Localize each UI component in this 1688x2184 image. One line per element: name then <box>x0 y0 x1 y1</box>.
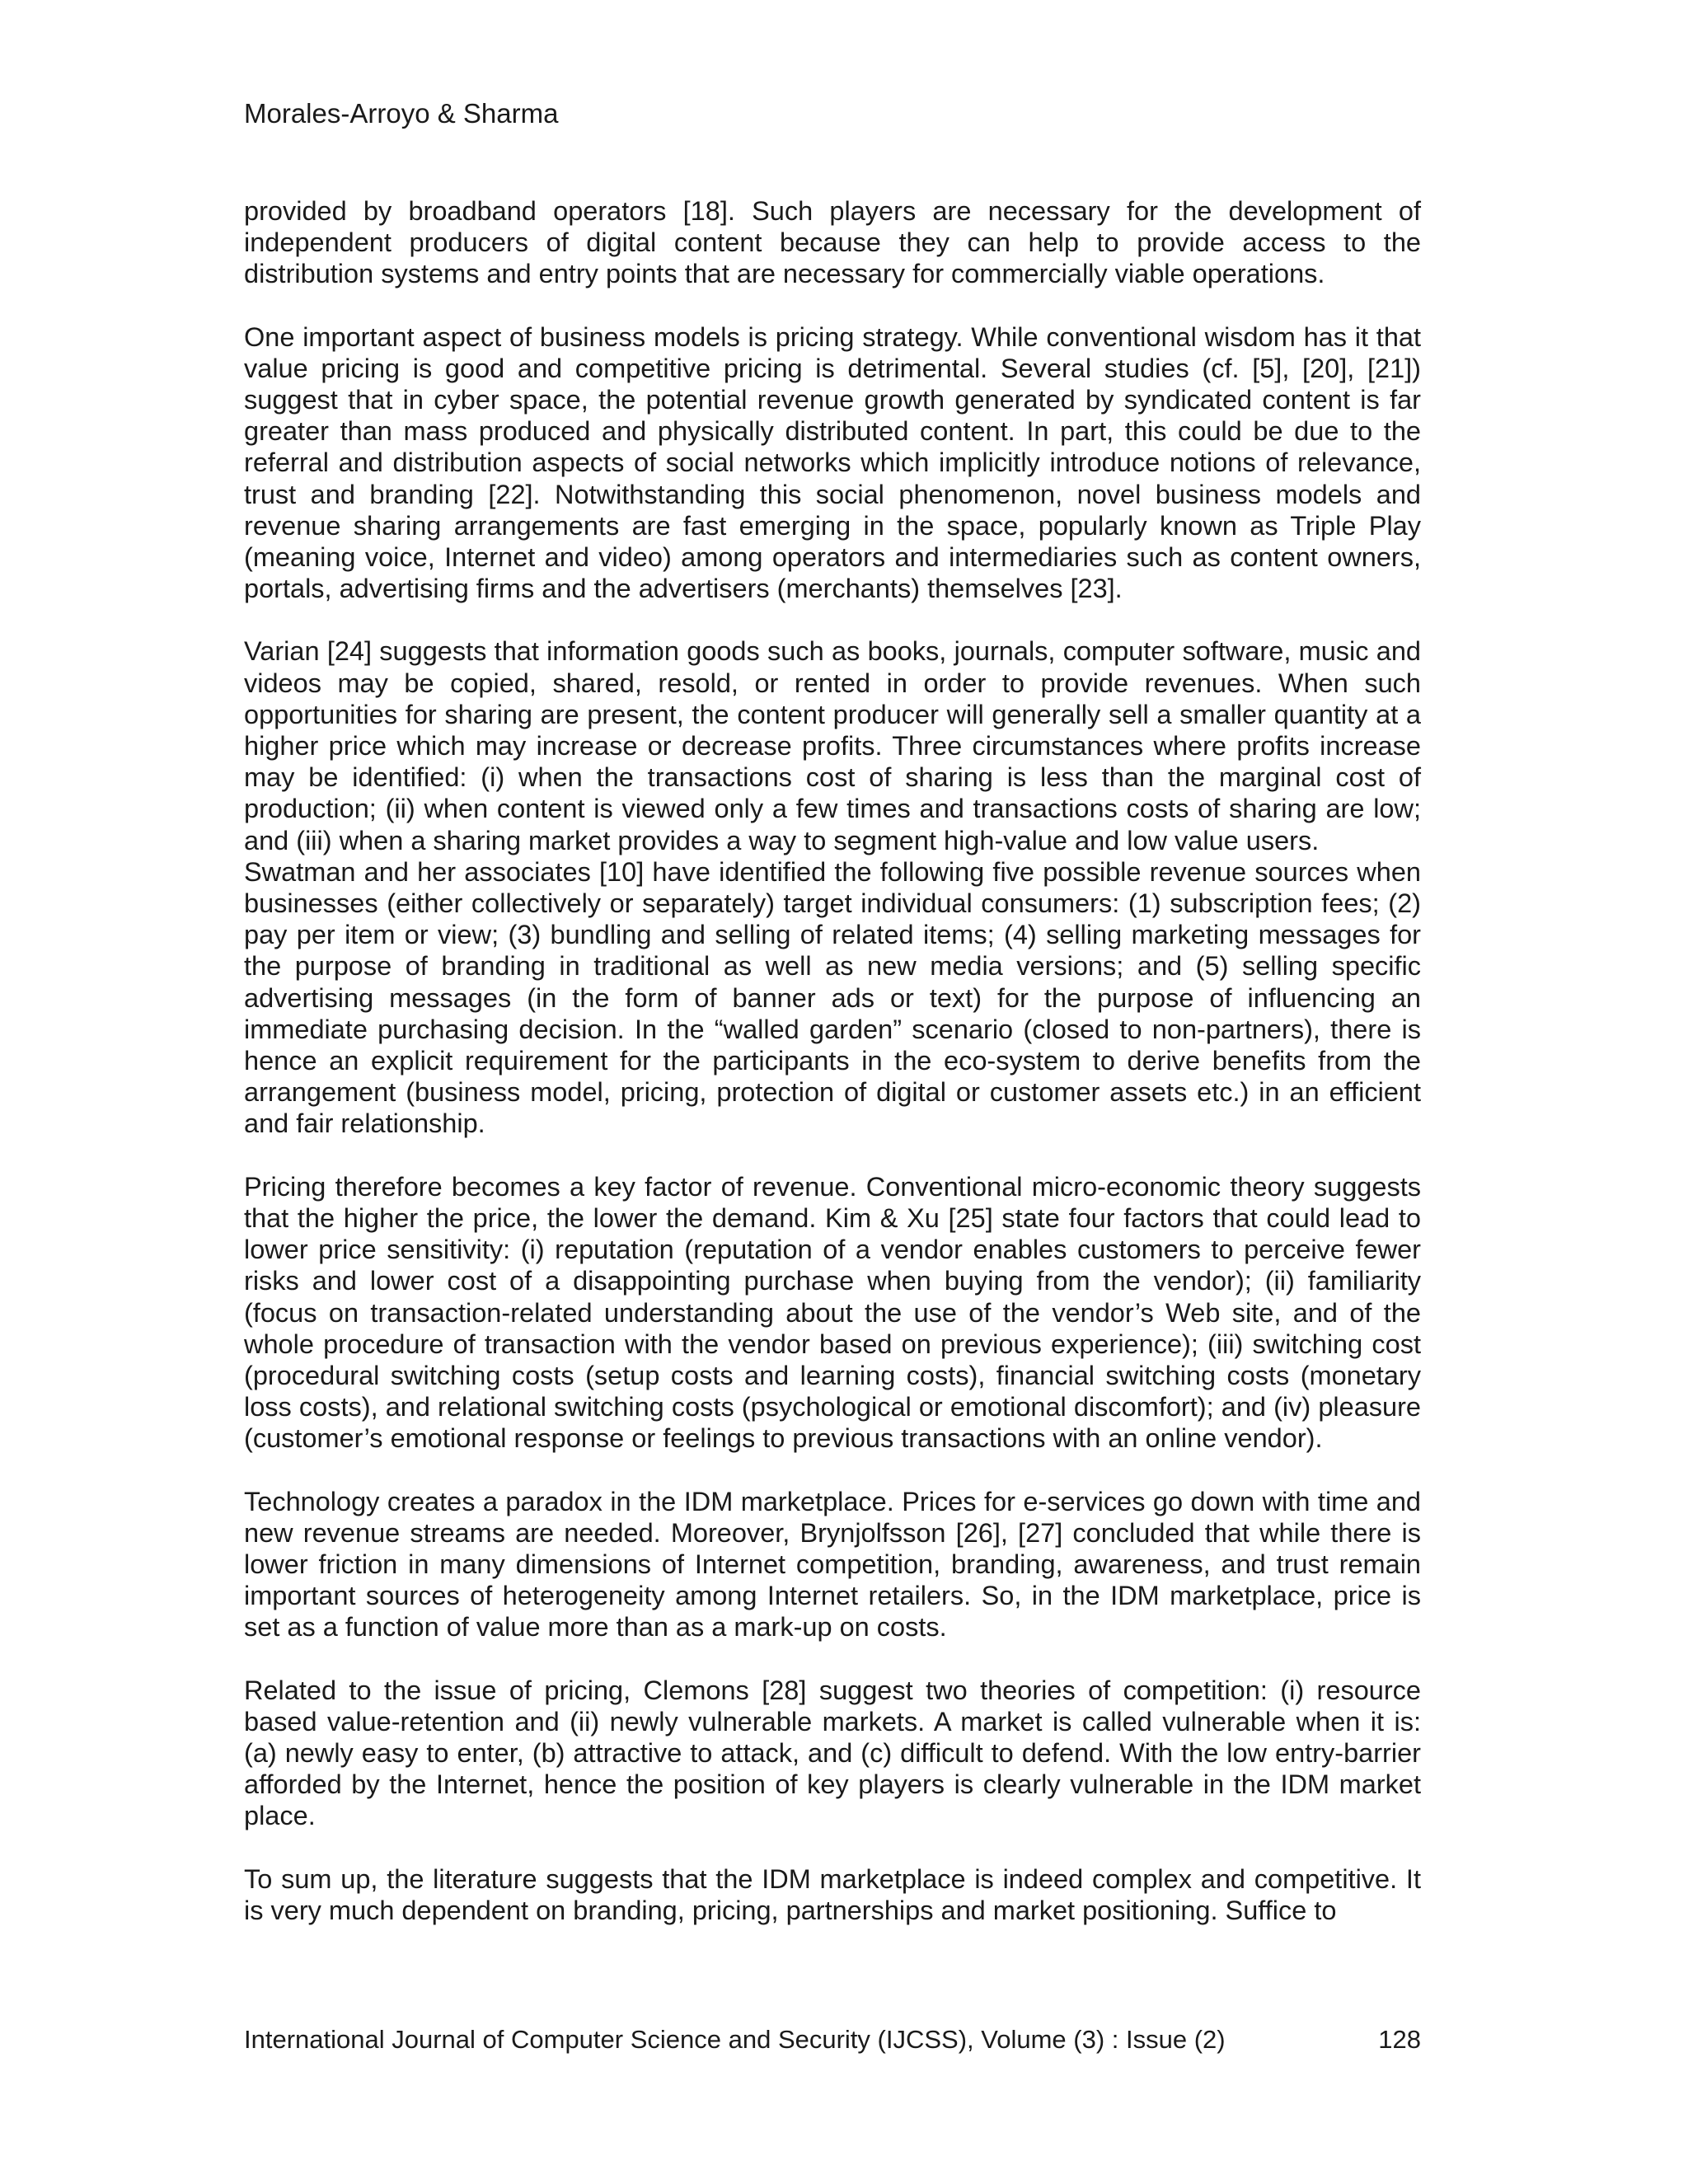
running-header-authors: Morales-Arroyo & Sharma <box>244 98 559 129</box>
paragraph-3: Varian [24] suggests that information goods such as books, journals, computer software, music and videos may be copied, shared, resold, or rented in order to provide revenues. When such opportunities for sharing are present, the content producer will generally sell a smaller quantity at a higher price which may increase or decrease profits. Three circumstances where profits increase may be identified: (i) when the transactions cost of sharing is less than the marginal cost of production; (ii) when content is viewed only a few times and transactions costs of sharing are low; and (iii) when a sharing market provides a way to segment high-value and low value users. <box>244 636 1421 855</box>
paragraph-1: provided by broadband operators [18]. Such players are necessary for the development of independent producers of digital content because they can help to provide access to the distribution systems and entry points that are necessary for commercially viable operations. <box>244 196 1421 289</box>
paragraph-7: Related to the issue of pricing, Clemons [28] suggest two theories of competition: (i) resource based value-retention and (ii) newly vulnerable markets. A market is called vulnerable when it is: (a) newly easy to enter, (b) attractive to attack, and (c) difficult to defend. With the low entry-barrier afforded by the Internet, hence the position of key players is clearly vulnerable in the IDM market place. <box>244 1675 1421 1831</box>
paragraph-4: Swatman and her associates [10] have identified the following five possible revenue sources when businesses (either collectively or separately) target individual consumers: (1) subscription fees; (2) pay per item or view; (3) bundling and selling of related items; (4) selling marketing messages for the purpose of branding in traditional as well as new media versions; and (5) selling specific advertising messages (in the form of banner ads or text) for the purpose of influencing an immediate purchasing decision. In the “walled garden” scenario (closed to non-partners), there is hence an explicit requirement for the participants in the eco-system to derive benefits from the arrangement (business model, pricing, protection of digital or customer assets etc.) in an efficient and fair relationship. <box>244 856 1421 1139</box>
footer-journal-citation: International Journal of Computer Science and Security (IJCSS), Volume (3) : Issue (2) <box>244 2025 1226 2054</box>
page-footer <box>244 2024 1421 2055</box>
paragraph-8: To sum up, the literature suggests that the IDM marketplace is indeed complex and competitive. It is very much dependent on branding, pricing, partnerships and market positioning. Suffice to <box>244 1863 1421 1925</box>
paragraph-5: Pricing therefore becomes a key factor of revenue. Conventional micro-economic theory suggests that the higher the price, the lower the demand. Kim & Xu [25] state four factors that could lead to lower price sensitivity: (i) reputation (reputation of a vendor enables customers to perceive fewer risks and lower cost of a disappointing purchase when buying from the vendor); (ii) familiarity (focus on transaction-related understanding about the use of the vendor’s Web site, and of the whole procedure of transaction with the vendor based on previous experience); (iii) switching cost (procedural switching costs (setup costs and learning costs), financial switching costs (monetary loss costs), and relational switching costs (psychological or emotional discomfort); and (iv) pleasure (customer’s emotional response or feelings to previous transactions with an online vendor). <box>244 1171 1421 1454</box>
paragraph-6: Technology creates a paradox in the IDM marketplace. Prices for e-services go down with time and new revenue streams are needed. Moreover, Brynjolfsson [26], [27] concluded that while there is lower friction in many dimensions of Internet competition, branding, awareness, and trust remain important sources of heterogeneity among Internet retailers. So, in the IDM marketplace, price is set as a function of value more than as a mark-up on costs. <box>244 1486 1421 1643</box>
body-text <box>244 195 1421 1957</box>
footer-page-number: 128 <box>1378 2025 1421 2054</box>
paragraph-2: One important aspect of business models is pricing strategy. While conventional wisdom has it that value pricing is good and competitive pricing is detrimental. Several studies (cf. [5], [20], [21]) suggest that in cyber space, the potential revenue growth generated by syndicated content is far greater than mass produced and physically distributed content. In part, this could be due to the referral and distribution aspects of social networks which implicitly introduce notions of relevance, trust and branding [22]. Notwithstanding this social phenomenon, novel business models and revenue sharing arrangements are fast emerging in the space, popularly known as Triple Play (meaning voice, Internet and video) among operators and intermediaries such as content owners, portals, advertising firms and the advertisers (merchants) themselves [23]. <box>244 321 1421 604</box>
